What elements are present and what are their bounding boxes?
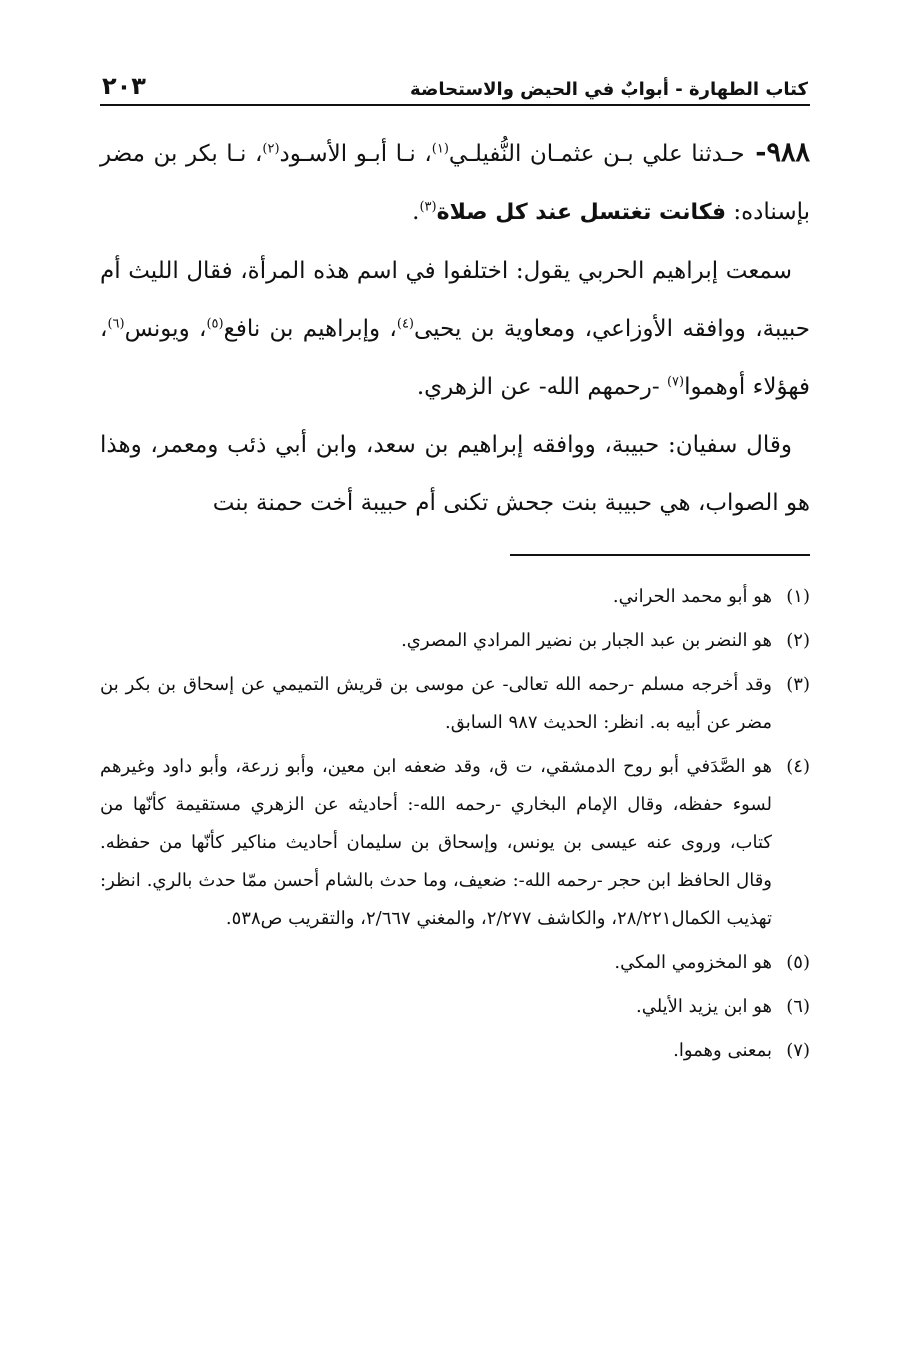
footnote-item [100,622,810,660]
footnote-ref-5[interactable]: (٥) [206,316,224,332]
footnote-ref-3[interactable]: (٣) [419,199,437,215]
footnote-separator [510,554,810,556]
footnote-text: هو النضر بن عبد الجبار بن نضير المرادي المصري. [401,630,772,651]
text-segment: ، ويونس [124,316,207,342]
hadith-dash: - [744,137,767,168]
footnote-text: هو المخزومي المكي. [614,952,772,973]
hadith-number: ٩٨٨ [766,137,811,168]
running-header [100,60,810,106]
footnote-item [100,944,810,982]
footnote-text: هو الصَّدَفي أبو روح الدمشقي، ت ق، وقد ضعفه ابن معين، وأبو زرعة، وأبو داود وغيرهم لسوء حفظه، وقال الإمام البخاري -رحمه الله-: أحاديثه عن الزهري مستقيمة كأنّها من كتاب، وروى عنه عيسى بن يونس، وإسحاق بن سليمان أحاديث مناكير كأنّها من حفظه. وقال الحافظ ابن حجر -رحمه الله-: ضعيف، وما حدث بالشام أحسن ممّا حدث بالري. انظر: تهذيب الكمال٢٨/٢٢١، والكاشف ٢/٢٧٧، والمغني ٢/٦٦٧، والتقريب ص٥٣٨. [100,756,772,929]
footnote-item [100,748,810,938]
footnote-text: هو أبو محمد الحراني. [612,586,772,607]
page-number: ٢٠٣ [102,72,146,100]
hadith-paragraph [100,124,810,242]
footnote-item [100,988,810,1026]
text-segment: ، فهؤلاء أوهموا [100,316,810,400]
bold-quote: فكانت تغتسل عند كل صلاة [436,200,727,225]
main-text [100,124,810,532]
footnote-text: بمعنى وهموا. [673,1040,772,1061]
footnote-item [100,1032,810,1070]
text-segment: ، نـا أبـو الأسـود [279,141,432,167]
footnote-ref-1[interactable]: (١) [431,141,449,157]
commentary-paragraph [100,242,810,416]
footnote-ref-6[interactable]: (٦) [107,316,125,332]
running-title: كتاب الطهارة - أبوابٌ في الحيض والاستحاضة [410,79,808,100]
text-segment: ، نـا بكر بن مضر بإسناده: [100,141,810,225]
footnote-mark: (٣) [786,674,810,695]
text-segment: . [412,199,420,225]
text-segment: سمعت إبراهيم الحربي يقول: اختلفوا في اسم هذه المرأة، فقال الليث أم حبيبة، ووافقه الأوزاعي، ومعاوية بن يحيى [100,258,810,342]
text-segment: ، وإبراهيم بن نافع [223,316,397,342]
book-page [100,60,810,1076]
footnote-item [100,666,810,742]
commentary-paragraph-2: وقال سفيان: حبيبة، ووافقه إبراهيم بن سعد، وابن أبي ذئب ومعمر، وهذا هو الصواب، هي حبيبة بنت جحش تكنى أم حبيبة أخت حمنة بنت [100,432,810,516]
footnote-mark: (٥) [786,952,810,973]
footnote-ref-7[interactable]: (٧) [666,374,685,390]
text-segment: -رحمهم الله- عن الزهري. [416,374,667,400]
footnote-ref-2[interactable]: (٢) [262,141,280,157]
footnote-mark: (٢) [786,630,810,651]
footnote-mark: (٦) [786,996,810,1017]
footnote-ref-4[interactable]: (٤) [396,316,414,332]
footnote-mark: (١) [786,586,810,607]
footnotes [100,578,810,1070]
footnote-text: هو ابن يزيد الأيلي. [635,996,772,1017]
footnote-item [100,578,810,616]
footnote-mark: (٤) [786,756,810,777]
footnote-text: وقد أخرجه مسلم -رحمه الله تعالى- عن موسى بن قريش التميمي عن إسحاق بن بكر بن مضر عن أبيه به. انظر: الحديث ٩٨٧ السابق. [100,674,772,733]
text-segment: حـدثنا علي بـن عثمـان النُّفيلـي [448,141,745,167]
footnote-mark: (٧) [786,1040,810,1061]
